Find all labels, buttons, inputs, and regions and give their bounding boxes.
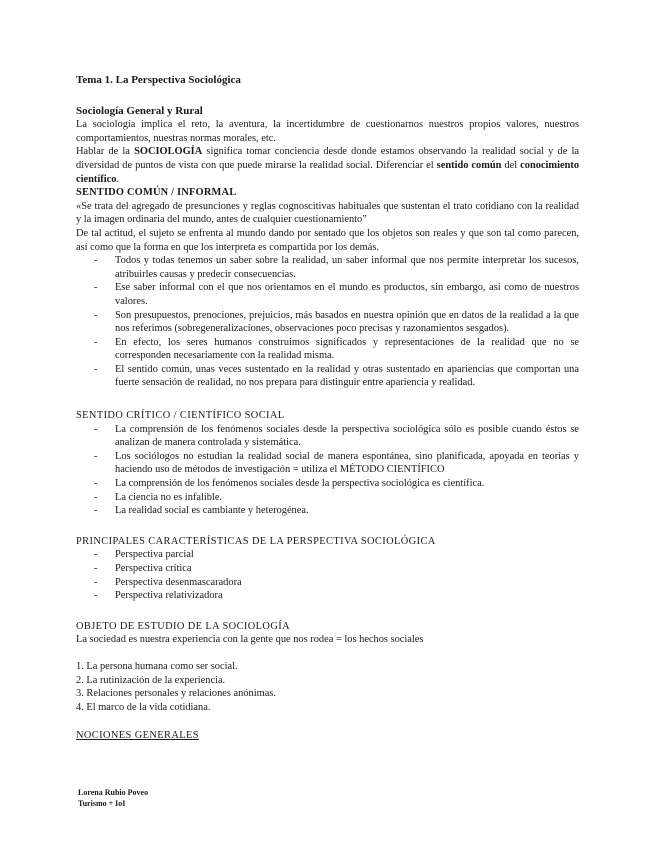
list-item: 4. El marco de la vida cotidiana. (76, 701, 211, 713)
sentido-comun-heading: SENTIDO COMÚN / INFORMAL (76, 187, 237, 199)
bullet-dash: - (94, 309, 98, 321)
p2-text-e: del (501, 159, 521, 171)
bullet-dash: - (94, 423, 98, 435)
bullet-dash: - (94, 282, 98, 294)
list-item-text: Perspectiva desenmascaradora (115, 576, 242, 588)
list-item: 1. La persona humana como ser social. (76, 660, 238, 672)
bullet-dash: - (94, 363, 98, 375)
footer-course: Turismo + IoI (78, 799, 126, 808)
objeto-list (76, 660, 579, 714)
spacer (76, 647, 579, 660)
sentido-comun-paragraph: De tal actitud, el sujeto se enfrenta al mundo dando por sentado que los objetos son reales y que son tal como parecen, así como que la forma en que los interpreta es compartida por los demás. (76, 227, 579, 253)
list-item: 2. La rutinización de la experiencia. (76, 674, 226, 686)
bullet-dash: - (94, 590, 98, 602)
bullet-dash: - (94, 549, 98, 561)
caracteristicas-heading: PRINCIPALES CARACTERÍSTICAS DE LA PERSPECTIVA SOCIOLÓGICA (76, 535, 436, 547)
footer-author: Lorena Rubio Poveo (78, 788, 149, 797)
p2-text-a: Hablar de la (76, 146, 135, 158)
list-item-text: En efecto, los seres humanos construimos significados y representaciones de la realidad que no se corresponden necesariamente con la realidad misma. (115, 336, 579, 362)
bullet-dash: - (94, 505, 98, 517)
document-body (76, 74, 579, 743)
list-item-text: Todos y todas tenemos un saber sobre la realidad, un saber informal que nos permite interpretar los sucesos, atribuirles causas y predecir consecuencias. (115, 255, 579, 280)
list-item (76, 562, 579, 576)
p2-sociologia: SOCIOLOGÍA (134, 146, 203, 158)
bullet-dash: - (94, 576, 98, 588)
list-item-text: Los sociólogos no estudian la realidad social de manera espontánea, sino planificada, apoyada en teorías y haciendo uso de métodos de investigación = utiliza el MÉTODO CIENTÍFICO (115, 450, 579, 476)
intro-paragraph-2 (76, 145, 579, 186)
objeto-heading: OBJETO DE ESTUDIO DE LA SOCIOLOGÍA (76, 620, 290, 632)
list-item (76, 491, 579, 505)
list-item-text: La comprensión de los fenómenos sociales desde la perspectiva sociológica es científica. (115, 478, 485, 490)
p2-text-c: significa tomar conciencia desde donde estamos observando la realidad social y de la diversidad de puntos de vista con que puede mirarse la realidad social. Diferenciar el (76, 146, 579, 171)
list-item-text: Perspectiva relativizadora (115, 590, 223, 602)
nociones-heading: NOCIONES GENERALES (76, 730, 199, 742)
bullet-dash: - (94, 478, 98, 490)
list-item-text: La realidad social es cambiante y heterogénea. (115, 505, 309, 517)
list-item (76, 309, 579, 336)
list-item-text: La comprensión de los fenómenos sociales desde la perspectiva sociológica sólo es posible cuando éstos se analizan de manera controlada y sistemática. (115, 423, 579, 449)
intro-heading: Sociología General y Rural (76, 104, 203, 117)
list-item (76, 363, 579, 390)
list-item-text: La ciencia no es infalible. (115, 491, 223, 503)
p2-sentido-comun: sentido común (436, 159, 502, 171)
list-item (76, 504, 579, 518)
p2-text-g: . (116, 173, 119, 185)
list-item (76, 450, 579, 477)
intro-paragraph-1: La sociología implica el reto, la aventura, la incertidumbre de cuestionarnos nuestros propios valores, nuestros comportamientos, nuestras normas morales, etc. (76, 119, 579, 144)
p2-conocimiento: conocimiento científico (76, 159, 580, 185)
list-item (76, 254, 579, 281)
sentido-critico-list (76, 423, 579, 518)
list-item-text: Perspectiva crítica (115, 563, 192, 574)
bullet-dash: - (94, 255, 98, 267)
list-item: 3. Relaciones personales y relaciones anónimas. (76, 688, 276, 700)
list-item (76, 423, 579, 450)
sentido-comun-list (76, 254, 579, 390)
list-item (76, 589, 579, 603)
sentido-comun-quote: «Se trata del agregado de presunciones y reglas cognoscitivas habituales que sustentan el trato cotidiano con la realidad y la imagen ordinaria del mundo, antes de cualquier cuestionamiento” (76, 200, 579, 226)
list-item-text: El sentido común, unas veces sustentado en la realidad y otras sustentado en apariencias que comportan una fuerte sensación de realidad, no nos prepara para distinguir entre apariencia y realidad. (115, 363, 579, 389)
list-item-text: Perspectiva parcial (115, 549, 194, 561)
sentido-critico-heading: SENTIDO CRÍTICO / CIENTÍFICO SOCIAL (76, 410, 285, 422)
document-title: Tema 1. La Perspectiva Sociológica (76, 74, 241, 86)
bullet-dash: - (94, 336, 98, 348)
bullet-dash: - (94, 563, 98, 574)
list-item-text: Son presupuestos, prenociones, prejuicios, más basados en nuestra opinión que en datos de la realidad a la que nos referimos (sobregeneralizaciones, observaciones poco precisas y razonamientos sesgados). (115, 309, 579, 335)
list-item (76, 281, 579, 308)
bullet-dash: - (94, 450, 98, 462)
list-item (76, 336, 579, 363)
list-item (76, 548, 579, 562)
list-item (76, 477, 579, 491)
page-footer (78, 787, 148, 809)
objeto-paragraph: La sociedad es nuestra experiencia con la gente que nos rodea = los hechos sociales (76, 634, 424, 646)
list-item (76, 576, 579, 590)
caracteristicas-list (76, 548, 579, 602)
bullet-dash: - (94, 491, 98, 503)
list-item-text: Ese saber informal con el que nos orientamos en el mundo es productos, sin embargo, así como de nuestros valores. (115, 282, 579, 307)
